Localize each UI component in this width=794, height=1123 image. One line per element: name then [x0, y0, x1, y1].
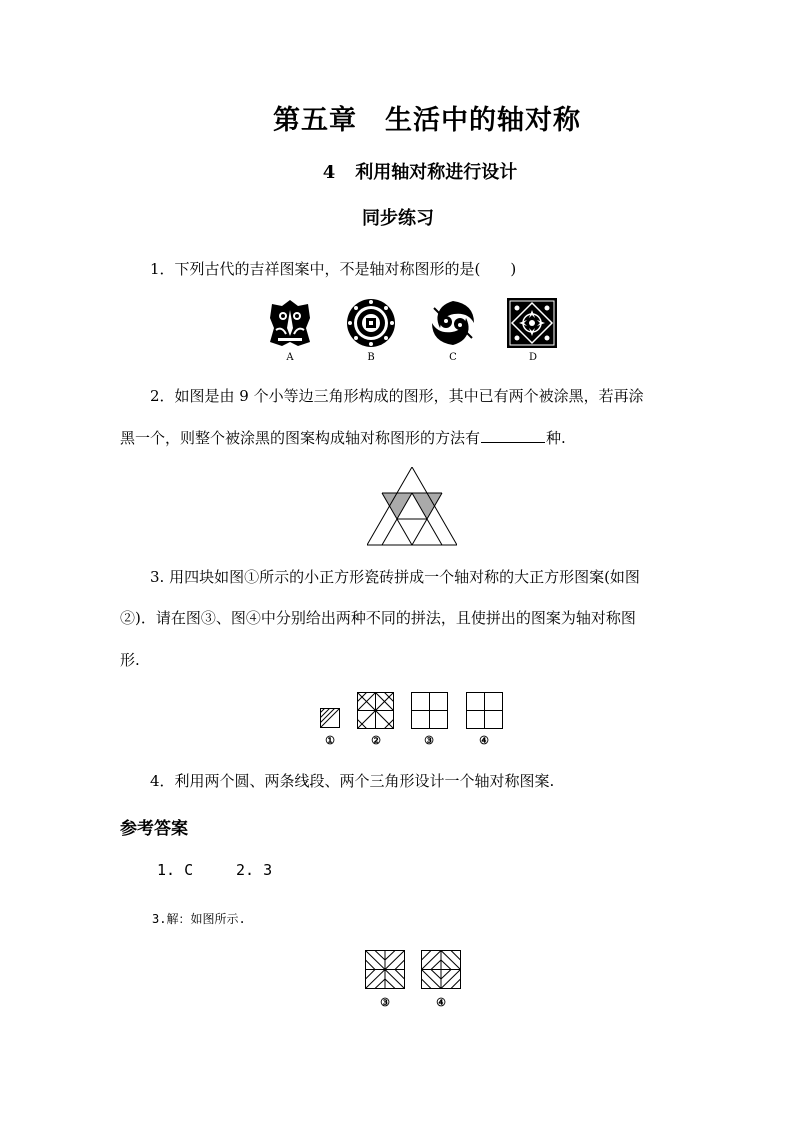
answer-label-3: ③	[380, 996, 390, 1009]
section-title-text: 利用轴对称进行设计	[355, 162, 518, 183]
answer-1: 1. C	[157, 861, 194, 879]
question-1-text: 1．下列古代的吉祥图案中，不是轴对称图形的是( )	[150, 260, 517, 278]
q2-text-before: 黑一个，则整个被涂黑的图案构成轴对称图形的方法有	[120, 429, 481, 447]
question-3-line2: ②)．请在图③、图④中分别给出两种不同的拼法，且使拼出的图案为轴对称图	[120, 609, 636, 627]
q1-figure-a	[268, 298, 312, 352]
q1-label-c: C	[449, 352, 457, 363]
q3-label-4: ④	[479, 734, 489, 747]
answer-figure-3	[365, 950, 405, 993]
chapter-title: 第五章 生活中的轴对称	[273, 105, 581, 136]
q2-triangle-figure	[367, 467, 457, 551]
q1-figure-c	[428, 298, 478, 352]
question-4-text: 4．利用两个圆、两条线段、两个三角形设计一个轴对称图案.	[150, 772, 555, 790]
q3-figure-2-pattern	[357, 692, 394, 733]
q2-text-after: 种.	[546, 429, 566, 447]
answer-label-4: ④	[436, 996, 446, 1009]
question-3-line3: 形.	[120, 651, 140, 669]
q3-label-1: ①	[325, 734, 335, 747]
q1-label-b: B	[367, 352, 375, 363]
section-number: 4	[322, 162, 336, 183]
question-3-line1: 3. 用四块如图①所示的小正方形瓷砖拼成一个轴对称的大正方形图案(如图	[150, 568, 640, 586]
question-2-line1: 2．如图是由 9 个小等边三角形构成的图形，其中已有两个被涂黑，若再涂	[150, 387, 644, 405]
question-2-line2	[120, 428, 566, 448]
answer-blank	[481, 428, 545, 443]
q1-figure-d	[507, 298, 557, 352]
q1-label-d: D	[528, 352, 538, 363]
answer-figure-4	[421, 950, 461, 993]
answer-3-text: 3.解：如图所示.	[152, 912, 246, 926]
q3-figure-1-tile	[320, 708, 340, 732]
q3-figure-3-grid	[411, 692, 448, 733]
answers-heading: 参考答案	[120, 819, 188, 839]
q3-figure-4-grid	[466, 692, 503, 733]
answer-2: 2. 3	[236, 861, 273, 879]
practice-heading: 同步练习	[362, 208, 434, 229]
q1-label-a: A	[286, 352, 294, 363]
q3-label-2: ②	[371, 734, 381, 747]
q1-figure-b	[346, 298, 396, 352]
section-title	[0, 158, 794, 184]
q3-label-3: ③	[424, 734, 434, 747]
